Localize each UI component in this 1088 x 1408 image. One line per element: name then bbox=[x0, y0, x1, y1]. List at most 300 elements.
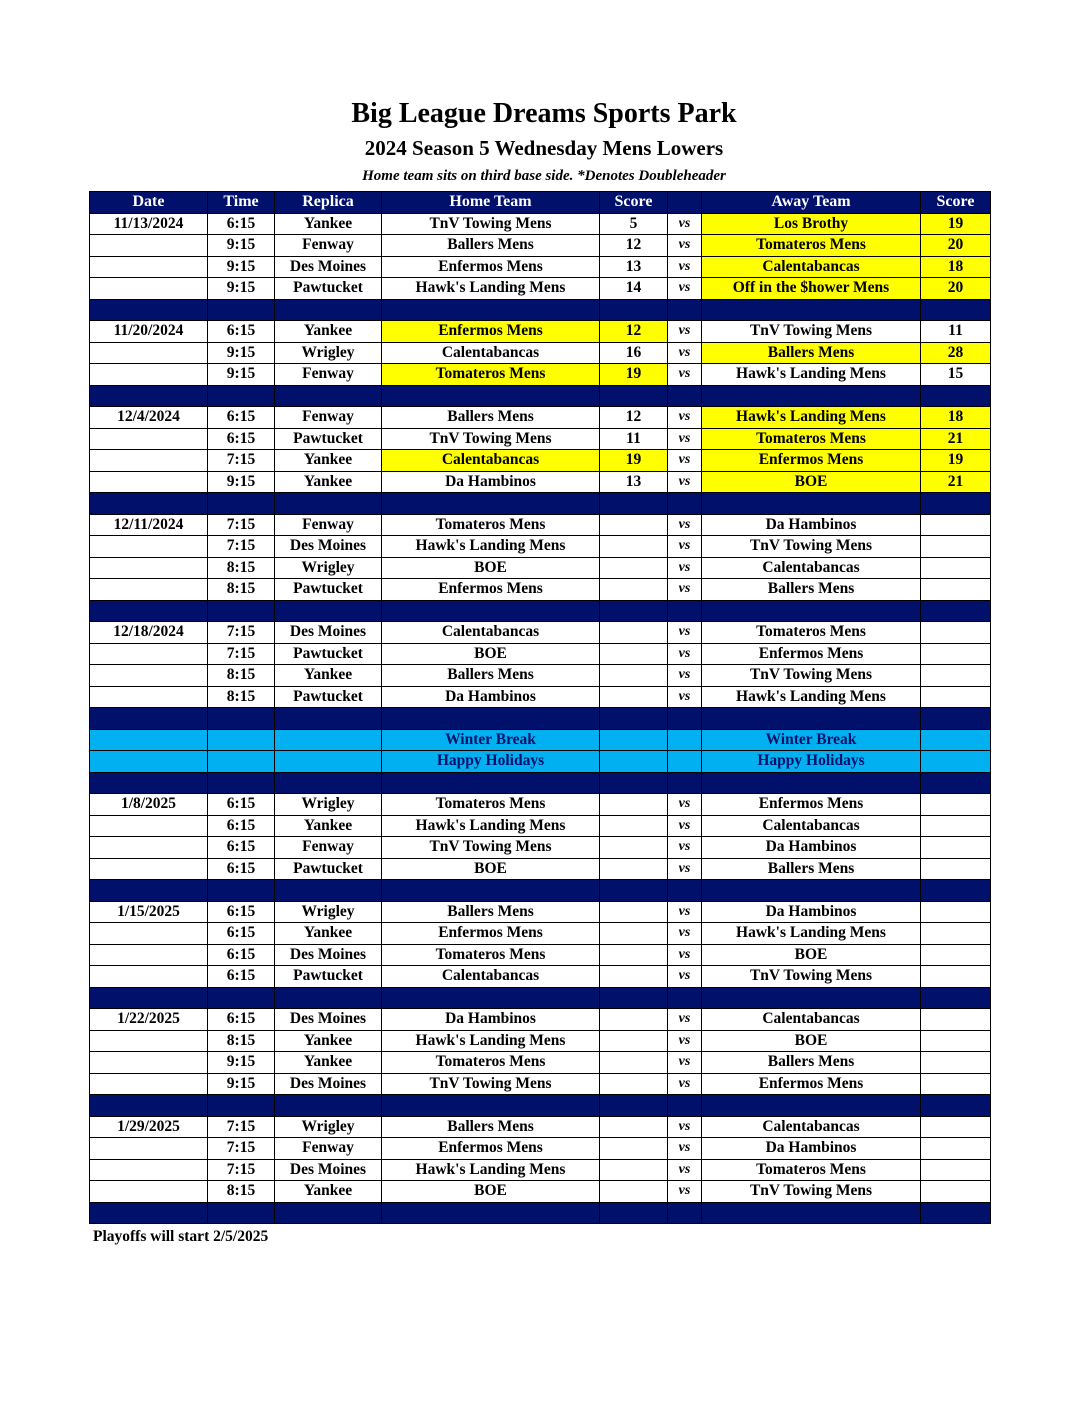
home-team: Calentabancas bbox=[382, 622, 600, 644]
vs-label: vs bbox=[668, 321, 702, 343]
game-date bbox=[90, 1138, 208, 1160]
home-score: 16 bbox=[600, 342, 668, 364]
game-field: Yankee bbox=[275, 1181, 382, 1203]
winter-break-row bbox=[90, 729, 991, 751]
separator-cell bbox=[90, 880, 208, 902]
blank-cell bbox=[600, 751, 668, 773]
away-score: 18 bbox=[921, 407, 991, 429]
home-score: 19 bbox=[600, 450, 668, 472]
home-team: Ballers Mens bbox=[382, 235, 600, 257]
away-team: TnV Towing Mens bbox=[702, 536, 921, 558]
separator-cell bbox=[600, 299, 668, 321]
vs-label: vs bbox=[668, 278, 702, 300]
away-score bbox=[921, 622, 991, 644]
game-field: Des Moines bbox=[275, 622, 382, 644]
game-time: 9:15 bbox=[208, 1073, 275, 1095]
vs-label: vs bbox=[668, 579, 702, 601]
game-row bbox=[90, 901, 991, 923]
home-team: Calentabancas bbox=[382, 966, 600, 988]
game-date bbox=[90, 1181, 208, 1203]
game-field: Fenway bbox=[275, 235, 382, 257]
game-time: 8:15 bbox=[208, 665, 275, 687]
game-row bbox=[90, 794, 991, 816]
vs-label: vs bbox=[668, 837, 702, 859]
away-team: Tomateros Mens bbox=[702, 1159, 921, 1181]
game-date bbox=[90, 837, 208, 859]
game-field: Yankee bbox=[275, 923, 382, 945]
game-field: Des Moines bbox=[275, 944, 382, 966]
game-time: 7:15 bbox=[208, 536, 275, 558]
game-field: Yankee bbox=[275, 815, 382, 837]
separator-cell bbox=[275, 493, 382, 515]
away-team: Ballers Mens bbox=[702, 342, 921, 364]
away-team: Calentabancas bbox=[702, 557, 921, 579]
away-score bbox=[921, 665, 991, 687]
game-date: 1/15/2025 bbox=[90, 901, 208, 923]
away-team: TnV Towing Mens bbox=[702, 966, 921, 988]
blank-cell bbox=[275, 751, 382, 773]
away-score bbox=[921, 858, 991, 880]
separator-cell bbox=[382, 987, 600, 1009]
game-field: Pawtucket bbox=[275, 643, 382, 665]
separator-cell bbox=[921, 880, 991, 902]
home-team: Da Hambinos bbox=[382, 471, 600, 493]
away-score bbox=[921, 536, 991, 558]
game-date bbox=[90, 923, 208, 945]
game-row bbox=[90, 923, 991, 945]
vs-label: vs bbox=[668, 1009, 702, 1031]
away-team: BOE bbox=[702, 471, 921, 493]
home-score bbox=[600, 1052, 668, 1074]
separator-cell bbox=[668, 708, 702, 730]
break-label-away: Happy Holidays bbox=[702, 751, 921, 773]
separator-cell bbox=[921, 1202, 991, 1224]
away-score bbox=[921, 1159, 991, 1181]
separator-cell bbox=[382, 880, 600, 902]
vs-label: vs bbox=[668, 923, 702, 945]
game-field: Yankee bbox=[275, 213, 382, 235]
separator-cell bbox=[275, 987, 382, 1009]
separator-cell bbox=[600, 385, 668, 407]
game-date bbox=[90, 557, 208, 579]
away-team: Calentabancas bbox=[702, 256, 921, 278]
separator-cell bbox=[382, 708, 600, 730]
away-team: Calentabancas bbox=[702, 1009, 921, 1031]
separator-cell bbox=[600, 493, 668, 515]
separator-cell bbox=[208, 600, 275, 622]
home-score: 11 bbox=[600, 428, 668, 450]
away-score: 19 bbox=[921, 213, 991, 235]
away-score: 21 bbox=[921, 471, 991, 493]
away-score bbox=[921, 815, 991, 837]
game-date bbox=[90, 1052, 208, 1074]
home-team: BOE bbox=[382, 1181, 600, 1203]
game-time: 9:15 bbox=[208, 1052, 275, 1074]
game-date bbox=[90, 428, 208, 450]
game-field: Wrigley bbox=[275, 1116, 382, 1138]
separator-cell bbox=[668, 493, 702, 515]
vs-label: vs bbox=[668, 1030, 702, 1052]
game-field: Wrigley bbox=[275, 901, 382, 923]
game-row bbox=[90, 321, 991, 343]
game-row bbox=[90, 1181, 991, 1203]
home-team: Da Hambinos bbox=[382, 686, 600, 708]
game-row bbox=[90, 1159, 991, 1181]
separator-cell bbox=[90, 600, 208, 622]
home-score bbox=[600, 536, 668, 558]
separator-cell bbox=[600, 600, 668, 622]
separator-cell bbox=[921, 708, 991, 730]
home-score: 12 bbox=[600, 407, 668, 429]
separator-cell bbox=[275, 385, 382, 407]
vs-label: vs bbox=[668, 1138, 702, 1160]
home-team: Tomateros Mens bbox=[382, 514, 600, 536]
game-row bbox=[90, 815, 991, 837]
separator-cell bbox=[702, 1202, 921, 1224]
home-score bbox=[600, 557, 668, 579]
away-team: TnV Towing Mens bbox=[702, 1181, 921, 1203]
home-team: Hawk's Landing Mens bbox=[382, 536, 600, 558]
away-team: Hawk's Landing Mens bbox=[702, 364, 921, 386]
winter-break-row bbox=[90, 751, 991, 773]
away-score bbox=[921, 1138, 991, 1160]
game-row bbox=[90, 643, 991, 665]
game-row bbox=[90, 1030, 991, 1052]
home-score bbox=[600, 858, 668, 880]
home-team: Enfermos Mens bbox=[382, 579, 600, 601]
away-score bbox=[921, 837, 991, 859]
vs-label: vs bbox=[668, 256, 702, 278]
separator-cell bbox=[600, 987, 668, 1009]
away-team: Da Hambinos bbox=[702, 1138, 921, 1160]
vs-label: vs bbox=[668, 364, 702, 386]
separator-cell bbox=[668, 987, 702, 1009]
home-score bbox=[600, 794, 668, 816]
game-field: Yankee bbox=[275, 471, 382, 493]
game-field: Des Moines bbox=[275, 1073, 382, 1095]
week-separator bbox=[90, 385, 991, 407]
vs-label: vs bbox=[668, 1052, 702, 1074]
game-field: Fenway bbox=[275, 514, 382, 536]
away-score bbox=[921, 579, 991, 601]
week-separator bbox=[90, 880, 991, 902]
week-separator bbox=[90, 493, 991, 515]
home-team: Hawk's Landing Mens bbox=[382, 815, 600, 837]
home-score bbox=[600, 923, 668, 945]
game-date bbox=[90, 256, 208, 278]
game-time: 9:15 bbox=[208, 235, 275, 257]
game-time: 6:15 bbox=[208, 858, 275, 880]
away-score bbox=[921, 944, 991, 966]
separator-cell bbox=[382, 493, 600, 515]
home-team: Calentabancas bbox=[382, 450, 600, 472]
away-team: Da Hambinos bbox=[702, 901, 921, 923]
home-team: BOE bbox=[382, 557, 600, 579]
away-team: BOE bbox=[702, 944, 921, 966]
vs-label: vs bbox=[668, 557, 702, 579]
away-score bbox=[921, 1030, 991, 1052]
away-team: Hawk's Landing Mens bbox=[702, 923, 921, 945]
game-time: 6:15 bbox=[208, 321, 275, 343]
separator-cell bbox=[668, 600, 702, 622]
blank-cell bbox=[668, 729, 702, 751]
vs-label: vs bbox=[668, 342, 702, 364]
game-field: Des Moines bbox=[275, 1159, 382, 1181]
away-score bbox=[921, 794, 991, 816]
game-time: 6:15 bbox=[208, 794, 275, 816]
home-score: 12 bbox=[600, 235, 668, 257]
home-score bbox=[600, 686, 668, 708]
vs-label: vs bbox=[668, 407, 702, 429]
away-score bbox=[921, 1116, 991, 1138]
game-time: 7:15 bbox=[208, 514, 275, 536]
game-time: 8:15 bbox=[208, 1030, 275, 1052]
separator-cell bbox=[90, 1202, 208, 1224]
break-label-home: Happy Holidays bbox=[382, 751, 600, 773]
home-score bbox=[600, 1116, 668, 1138]
vs-label: vs bbox=[668, 450, 702, 472]
game-row bbox=[90, 450, 991, 472]
separator-cell bbox=[600, 1202, 668, 1224]
game-date bbox=[90, 1030, 208, 1052]
home-team-note: Home team sits on third base side. *Denotes Doubleheader bbox=[362, 168, 726, 184]
home-team: Enfermos Mens bbox=[382, 321, 600, 343]
away-score bbox=[921, 1073, 991, 1095]
game-date bbox=[90, 450, 208, 472]
home-score bbox=[600, 1030, 668, 1052]
game-field: Wrigley bbox=[275, 794, 382, 816]
game-date bbox=[90, 579, 208, 601]
vs-label: vs bbox=[668, 643, 702, 665]
separator-cell bbox=[668, 385, 702, 407]
separator-cell bbox=[702, 880, 921, 902]
game-field: Pawtucket bbox=[275, 428, 382, 450]
col-home-score: Score bbox=[600, 192, 668, 214]
separator-cell bbox=[702, 600, 921, 622]
separator-cell bbox=[382, 772, 600, 794]
home-score: 19 bbox=[600, 364, 668, 386]
away-team: TnV Towing Mens bbox=[702, 665, 921, 687]
separator-cell bbox=[208, 299, 275, 321]
blank-cell bbox=[208, 751, 275, 773]
separator-cell bbox=[275, 1095, 382, 1117]
home-team: Ballers Mens bbox=[382, 665, 600, 687]
separator-cell bbox=[702, 385, 921, 407]
separator-cell bbox=[668, 772, 702, 794]
game-time: 9:15 bbox=[208, 342, 275, 364]
separator-cell bbox=[90, 493, 208, 515]
game-time: 8:15 bbox=[208, 579, 275, 601]
game-date bbox=[90, 1159, 208, 1181]
separator-cell bbox=[382, 1202, 600, 1224]
col-away-team: Away Team bbox=[702, 192, 921, 214]
game-date: 1/29/2025 bbox=[90, 1116, 208, 1138]
game-row bbox=[90, 471, 991, 493]
separator-cell bbox=[208, 493, 275, 515]
separator-cell bbox=[275, 772, 382, 794]
week-separator bbox=[90, 708, 991, 730]
blank-cell bbox=[668, 751, 702, 773]
game-row bbox=[90, 428, 991, 450]
header-row bbox=[90, 192, 991, 214]
away-team: Hawk's Landing Mens bbox=[702, 407, 921, 429]
separator-cell bbox=[208, 1202, 275, 1224]
game-field: Yankee bbox=[275, 321, 382, 343]
away-score: 15 bbox=[921, 364, 991, 386]
separator-cell bbox=[90, 772, 208, 794]
separator-cell bbox=[208, 772, 275, 794]
game-time: 7:15 bbox=[208, 450, 275, 472]
away-team: Los Brothy bbox=[702, 213, 921, 235]
game-date bbox=[90, 643, 208, 665]
away-score: 21 bbox=[921, 428, 991, 450]
home-team: TnV Towing Mens bbox=[382, 428, 600, 450]
game-time: 9:15 bbox=[208, 364, 275, 386]
vs-label: vs bbox=[668, 1116, 702, 1138]
game-row bbox=[90, 837, 991, 859]
game-time: 6:15 bbox=[208, 407, 275, 429]
away-team: Ballers Mens bbox=[702, 579, 921, 601]
home-score bbox=[600, 901, 668, 923]
away-score bbox=[921, 923, 991, 945]
separator-cell bbox=[208, 385, 275, 407]
home-score: 13 bbox=[600, 471, 668, 493]
game-row bbox=[90, 944, 991, 966]
separator-cell bbox=[600, 708, 668, 730]
away-score bbox=[921, 643, 991, 665]
game-field: Des Moines bbox=[275, 256, 382, 278]
game-time: 7:15 bbox=[208, 643, 275, 665]
away-team: Da Hambinos bbox=[702, 837, 921, 859]
game-date: 12/18/2024 bbox=[90, 622, 208, 644]
schedule-table bbox=[89, 191, 991, 1224]
vs-label: vs bbox=[668, 686, 702, 708]
away-score bbox=[921, 686, 991, 708]
week-separator bbox=[90, 772, 991, 794]
game-date bbox=[90, 815, 208, 837]
game-row bbox=[90, 557, 991, 579]
page-title: Big League Dreams Sports Park bbox=[351, 98, 737, 129]
home-team: Ballers Mens bbox=[382, 407, 600, 429]
game-time: 6:15 bbox=[208, 923, 275, 945]
home-score bbox=[600, 944, 668, 966]
game-row bbox=[90, 1052, 991, 1074]
home-team: Enfermos Mens bbox=[382, 923, 600, 945]
away-score: 20 bbox=[921, 235, 991, 257]
away-team: Enfermos Mens bbox=[702, 450, 921, 472]
home-team: Ballers Mens bbox=[382, 1116, 600, 1138]
game-row bbox=[90, 342, 991, 364]
away-score: 11 bbox=[921, 321, 991, 343]
away-team: Calentabancas bbox=[702, 1116, 921, 1138]
away-team: Ballers Mens bbox=[702, 1052, 921, 1074]
vs-label: vs bbox=[668, 901, 702, 923]
separator-cell bbox=[600, 772, 668, 794]
game-field: Des Moines bbox=[275, 536, 382, 558]
game-date bbox=[90, 471, 208, 493]
away-team: Calentabancas bbox=[702, 815, 921, 837]
separator-cell bbox=[668, 1095, 702, 1117]
game-row bbox=[90, 1138, 991, 1160]
game-row bbox=[90, 407, 991, 429]
separator-cell bbox=[382, 385, 600, 407]
vs-label: vs bbox=[668, 1181, 702, 1203]
away-score: 28 bbox=[921, 342, 991, 364]
home-team: TnV Towing Mens bbox=[382, 837, 600, 859]
vs-label: vs bbox=[668, 858, 702, 880]
separator-cell bbox=[921, 987, 991, 1009]
game-row bbox=[90, 514, 991, 536]
col-away-score: Score bbox=[921, 192, 991, 214]
home-team: Hawk's Landing Mens bbox=[382, 1030, 600, 1052]
game-time: 8:15 bbox=[208, 686, 275, 708]
away-score: 18 bbox=[921, 256, 991, 278]
home-team: Tomateros Mens bbox=[382, 794, 600, 816]
away-team: Tomateros Mens bbox=[702, 428, 921, 450]
game-row bbox=[90, 579, 991, 601]
separator-cell bbox=[208, 708, 275, 730]
week-separator bbox=[90, 987, 991, 1009]
separator-cell bbox=[921, 493, 991, 515]
game-field: Yankee bbox=[275, 665, 382, 687]
home-score bbox=[600, 815, 668, 837]
separator-cell bbox=[600, 1095, 668, 1117]
separator-cell bbox=[668, 299, 702, 321]
col-date: Date bbox=[90, 192, 208, 214]
game-time: 8:15 bbox=[208, 1181, 275, 1203]
game-time: 7:15 bbox=[208, 622, 275, 644]
vs-label: vs bbox=[668, 514, 702, 536]
game-row bbox=[90, 256, 991, 278]
home-team: Enfermos Mens bbox=[382, 256, 600, 278]
separator-cell bbox=[208, 1095, 275, 1117]
vs-label: vs bbox=[668, 536, 702, 558]
away-team: BOE bbox=[702, 1030, 921, 1052]
separator-cell bbox=[702, 1095, 921, 1117]
game-row bbox=[90, 1116, 991, 1138]
schedule-body bbox=[90, 213, 991, 1224]
separator-cell bbox=[702, 772, 921, 794]
game-row bbox=[90, 278, 991, 300]
home-score bbox=[600, 622, 668, 644]
separator-cell bbox=[90, 708, 208, 730]
blank-cell bbox=[275, 729, 382, 751]
home-team: Hawk's Landing Mens bbox=[382, 278, 600, 300]
col-replica: Replica bbox=[275, 192, 382, 214]
home-team: Tomateros Mens bbox=[382, 944, 600, 966]
game-time: 6:15 bbox=[208, 837, 275, 859]
away-score bbox=[921, 1181, 991, 1203]
vs-label: vs bbox=[668, 428, 702, 450]
game-date: 11/20/2024 bbox=[90, 321, 208, 343]
separator-cell bbox=[208, 880, 275, 902]
away-team: Ballers Mens bbox=[702, 858, 921, 880]
game-field: Pawtucket bbox=[275, 278, 382, 300]
away-team: TnV Towing Mens bbox=[702, 321, 921, 343]
home-score bbox=[600, 643, 668, 665]
separator-cell bbox=[275, 1202, 382, 1224]
home-score bbox=[600, 966, 668, 988]
home-score bbox=[600, 837, 668, 859]
game-time: 8:15 bbox=[208, 557, 275, 579]
game-date bbox=[90, 278, 208, 300]
home-score bbox=[600, 1181, 668, 1203]
game-field: Fenway bbox=[275, 364, 382, 386]
separator-cell bbox=[921, 772, 991, 794]
game-time: 7:15 bbox=[208, 1138, 275, 1160]
separator-cell bbox=[275, 600, 382, 622]
separator-cell bbox=[275, 708, 382, 730]
